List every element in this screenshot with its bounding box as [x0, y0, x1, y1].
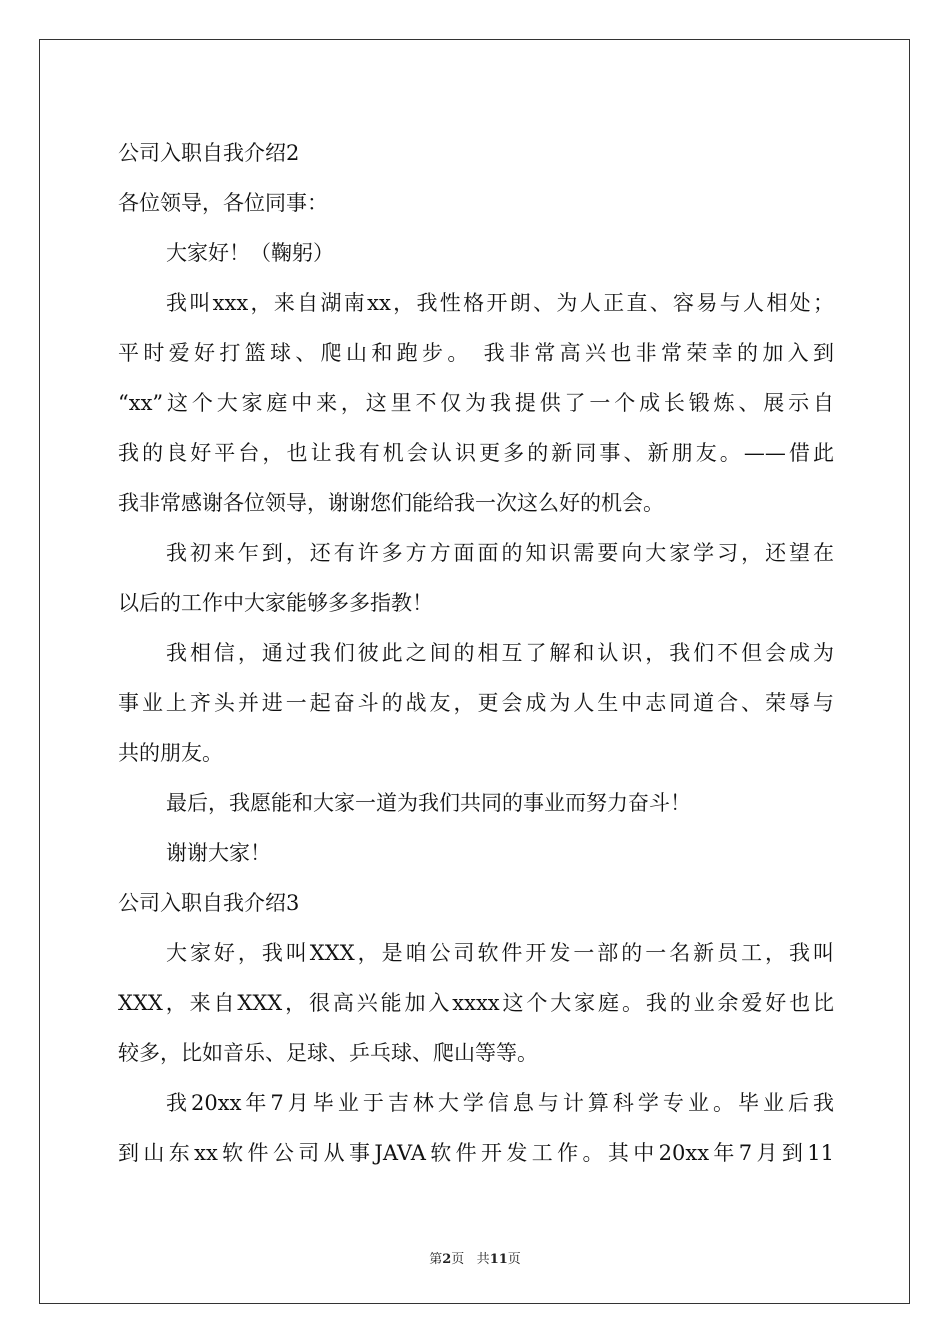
paragraph-line: “xx”这个大家庭中来，这里不仅为我提供了一个成长锻炼、展示自: [118, 391, 834, 415]
paragraph-line: 我的良好平台，也让我有机会认识更多的新同事、新朋友。——借此: [118, 441, 834, 465]
paragraph-line: 共的朋友。: [118, 741, 223, 765]
paragraph-line: 我叫xxx，来自湖南xx，我性格开朗、为人正直、容易与人相处；: [166, 291, 834, 315]
paragraph-line: 平时爱好打篮球、爬山和跑步。 我非常高兴也非常荣幸的加入到: [118, 341, 834, 365]
paragraph-line: 我相信，通过我们彼此之间的相互了解和认识，我们不但会成为: [166, 641, 834, 665]
page-footer: [0, 1248, 950, 1267]
paragraph-line: 我非常感谢各位领导，谢谢您们能给我一次这么好的机会。: [118, 491, 664, 515]
section-heading: 公司入职自我介绍2: [118, 141, 300, 165]
total-unit: 页: [507, 1252, 521, 1267]
paragraph-line: 最后，我愿能和大家一道为我们共同的事业而努力奋斗！: [166, 791, 691, 815]
page-unit: 页: [451, 1252, 465, 1267]
paragraph-line: 到山东xx软件公司从事JAVA软件开发工作。其中20xx年7月到11: [118, 1141, 834, 1165]
paragraph-line: 较多，比如音乐、足球、乒乓球、爬山等等。: [118, 1041, 538, 1065]
paragraph-line: 大家好！（鞠躬）: [166, 241, 334, 265]
paragraph-line: 我初来乍到，还有许多方方面面的知识需要向大家学习，还望在: [166, 541, 834, 565]
total-prefix: 共: [476, 1252, 490, 1267]
page-current: 2: [442, 1252, 452, 1267]
paragraph-line: XXX，来自XXX，很高兴能加入xxxx这个大家庭。我的业余爱好也比: [118, 991, 834, 1015]
paragraph-line: 我20xx年7月毕业于吉林大学信息与计算科学专业。毕业后我: [166, 1091, 834, 1115]
paragraph-line: 以后的工作中大家能够多多指教！: [118, 591, 433, 615]
paragraph-line: 谢谢大家！: [166, 841, 271, 865]
section-heading: 公司入职自我介绍3: [118, 891, 300, 915]
paragraph-line: 大家好，我叫XXX，是咱公司软件开发一部的一名新员工，我叫: [166, 941, 834, 965]
document-body: [118, 128, 834, 1178]
page-total: 11: [489, 1252, 508, 1267]
page-prefix: 第: [429, 1252, 443, 1267]
salutation: 各位领导，各位同事：: [118, 191, 328, 215]
paragraph-line: 事业上齐头并进一起奋斗的战友，更会成为人生中志同道合、荣辱与: [118, 691, 834, 715]
